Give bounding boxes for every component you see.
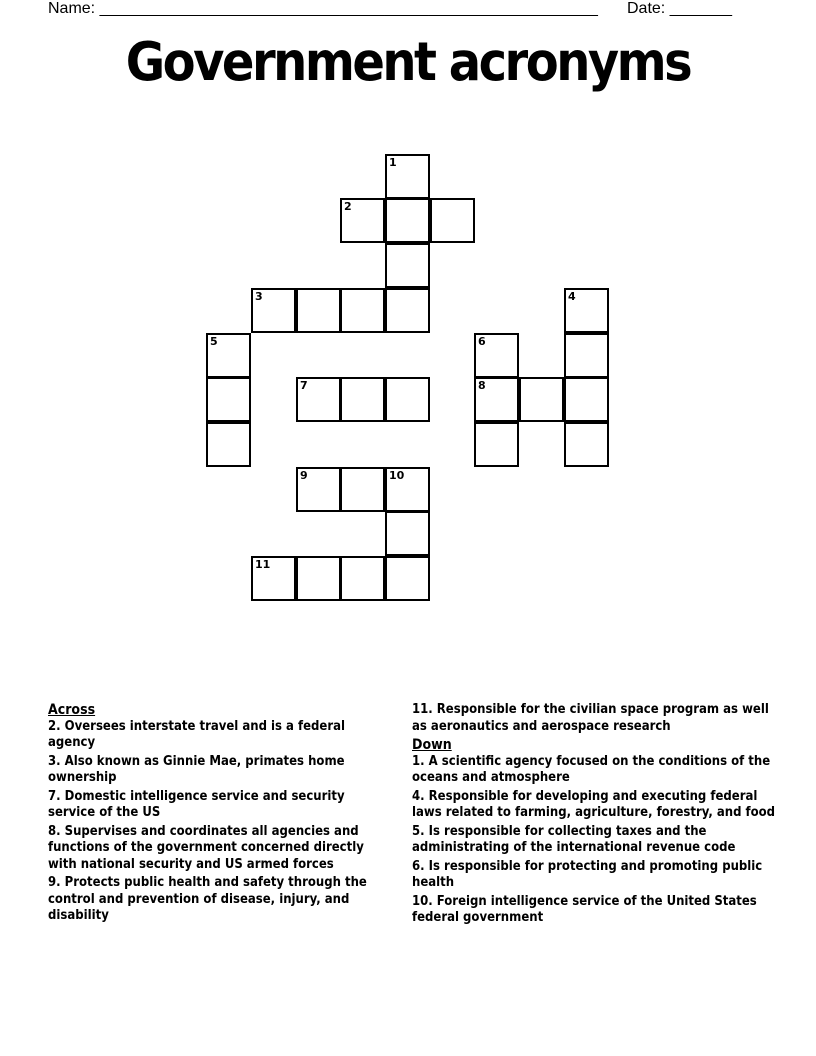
date-field[interactable]: Date: _______ <box>627 0 732 17</box>
grid-cell[interactable] <box>474 333 519 378</box>
grid-cell[interactable] <box>430 198 475 243</box>
down-clue-4: 4. Responsible for developing and executing federal laws related to farming, agriculture, forestry, and food <box>412 788 776 820</box>
across-clue-11: 11. Responsible for the civilian space program as well as aeronautics and aerospace research <box>412 702 769 734</box>
grid-cell[interactable] <box>296 288 341 333</box>
grid-cell[interactable] <box>564 288 609 333</box>
down-clue-6: 6. Is responsible for protecting and promoting public health <box>412 858 763 890</box>
grid-cell[interactable] <box>206 377 251 422</box>
clue-number: 4 <box>568 290 576 303</box>
across-clue-3: 3. Also known as Ginnie Mae, primates home ownership <box>48 753 345 785</box>
down-clue-1: 1. A scientific agency focused on the conditions of the oceans and atmosphere <box>412 753 771 785</box>
grid-cell[interactable] <box>251 288 296 333</box>
page-title: Government acronyms <box>125 30 691 94</box>
across-clue-8: 8. Supervises and coordinates all agencies and functions of the government concerned directly with national security and US armed forces <box>48 823 364 872</box>
grid-cell[interactable] <box>385 288 430 333</box>
grid-cell[interactable] <box>385 556 430 601</box>
grid-cell[interactable] <box>564 422 609 467</box>
grid-cell[interactable] <box>206 422 251 467</box>
grid-cell[interactable] <box>564 333 609 378</box>
grid-cell[interactable] <box>474 377 519 422</box>
clue-number: 11 <box>255 558 271 571</box>
grid-cell[interactable] <box>474 422 519 467</box>
down-heading: Down <box>412 737 452 753</box>
grid-cell[interactable] <box>340 467 385 512</box>
clue-number: 10 <box>389 469 405 482</box>
clue-number: 5 <box>210 335 218 348</box>
grid-cell[interactable] <box>385 377 430 422</box>
across-clue-2: 2. Oversees interstate travel and is a federal agency <box>48 718 346 750</box>
clue-number: 2 <box>344 200 352 213</box>
grid-cell[interactable] <box>340 556 385 601</box>
clues-left-column <box>48 702 383 927</box>
name-field[interactable]: Name: ________________________________________________________ <box>48 0 598 17</box>
grid-cell[interactable] <box>564 377 609 422</box>
clue-number: 1 <box>389 156 397 169</box>
across-heading: Across <box>48 702 96 718</box>
clues-right-column <box>412 702 777 929</box>
grid-cell[interactable] <box>340 377 385 422</box>
across-clue-7: 7. Domestic intelligence service and security service of the US <box>48 788 345 820</box>
header <box>48 0 748 20</box>
grid-cell[interactable] <box>296 467 341 512</box>
grid-cell[interactable] <box>385 511 430 556</box>
grid-cell[interactable] <box>385 198 430 243</box>
grid-cell[interactable] <box>385 467 430 512</box>
grid-cell[interactable] <box>340 288 385 333</box>
down-clue-5: 5. Is responsible for collecting taxes and the administrating of the international revenue code <box>412 823 736 855</box>
clue-number: 9 <box>300 469 308 482</box>
grid-cell[interactable] <box>340 198 385 243</box>
across-clue-9: 9. Protects public health and safety through the control and prevention of disease, injury, and disability <box>48 875 367 923</box>
clue-number: 6 <box>478 335 486 348</box>
grid-cell[interactable] <box>296 556 341 601</box>
down-clue-10: 10. Foreign intelligence service of the United States federal government <box>412 893 757 925</box>
grid-cell[interactable] <box>251 556 296 601</box>
clue-number: 8 <box>478 379 486 392</box>
grid-cell[interactable] <box>296 377 341 422</box>
grid-cell[interactable] <box>385 243 430 288</box>
grid-cell[interactable] <box>385 154 430 199</box>
clue-number: 3 <box>255 290 263 303</box>
grid-cell[interactable] <box>206 333 251 378</box>
grid-cell[interactable] <box>519 377 564 422</box>
clue-number: 7 <box>300 379 308 392</box>
